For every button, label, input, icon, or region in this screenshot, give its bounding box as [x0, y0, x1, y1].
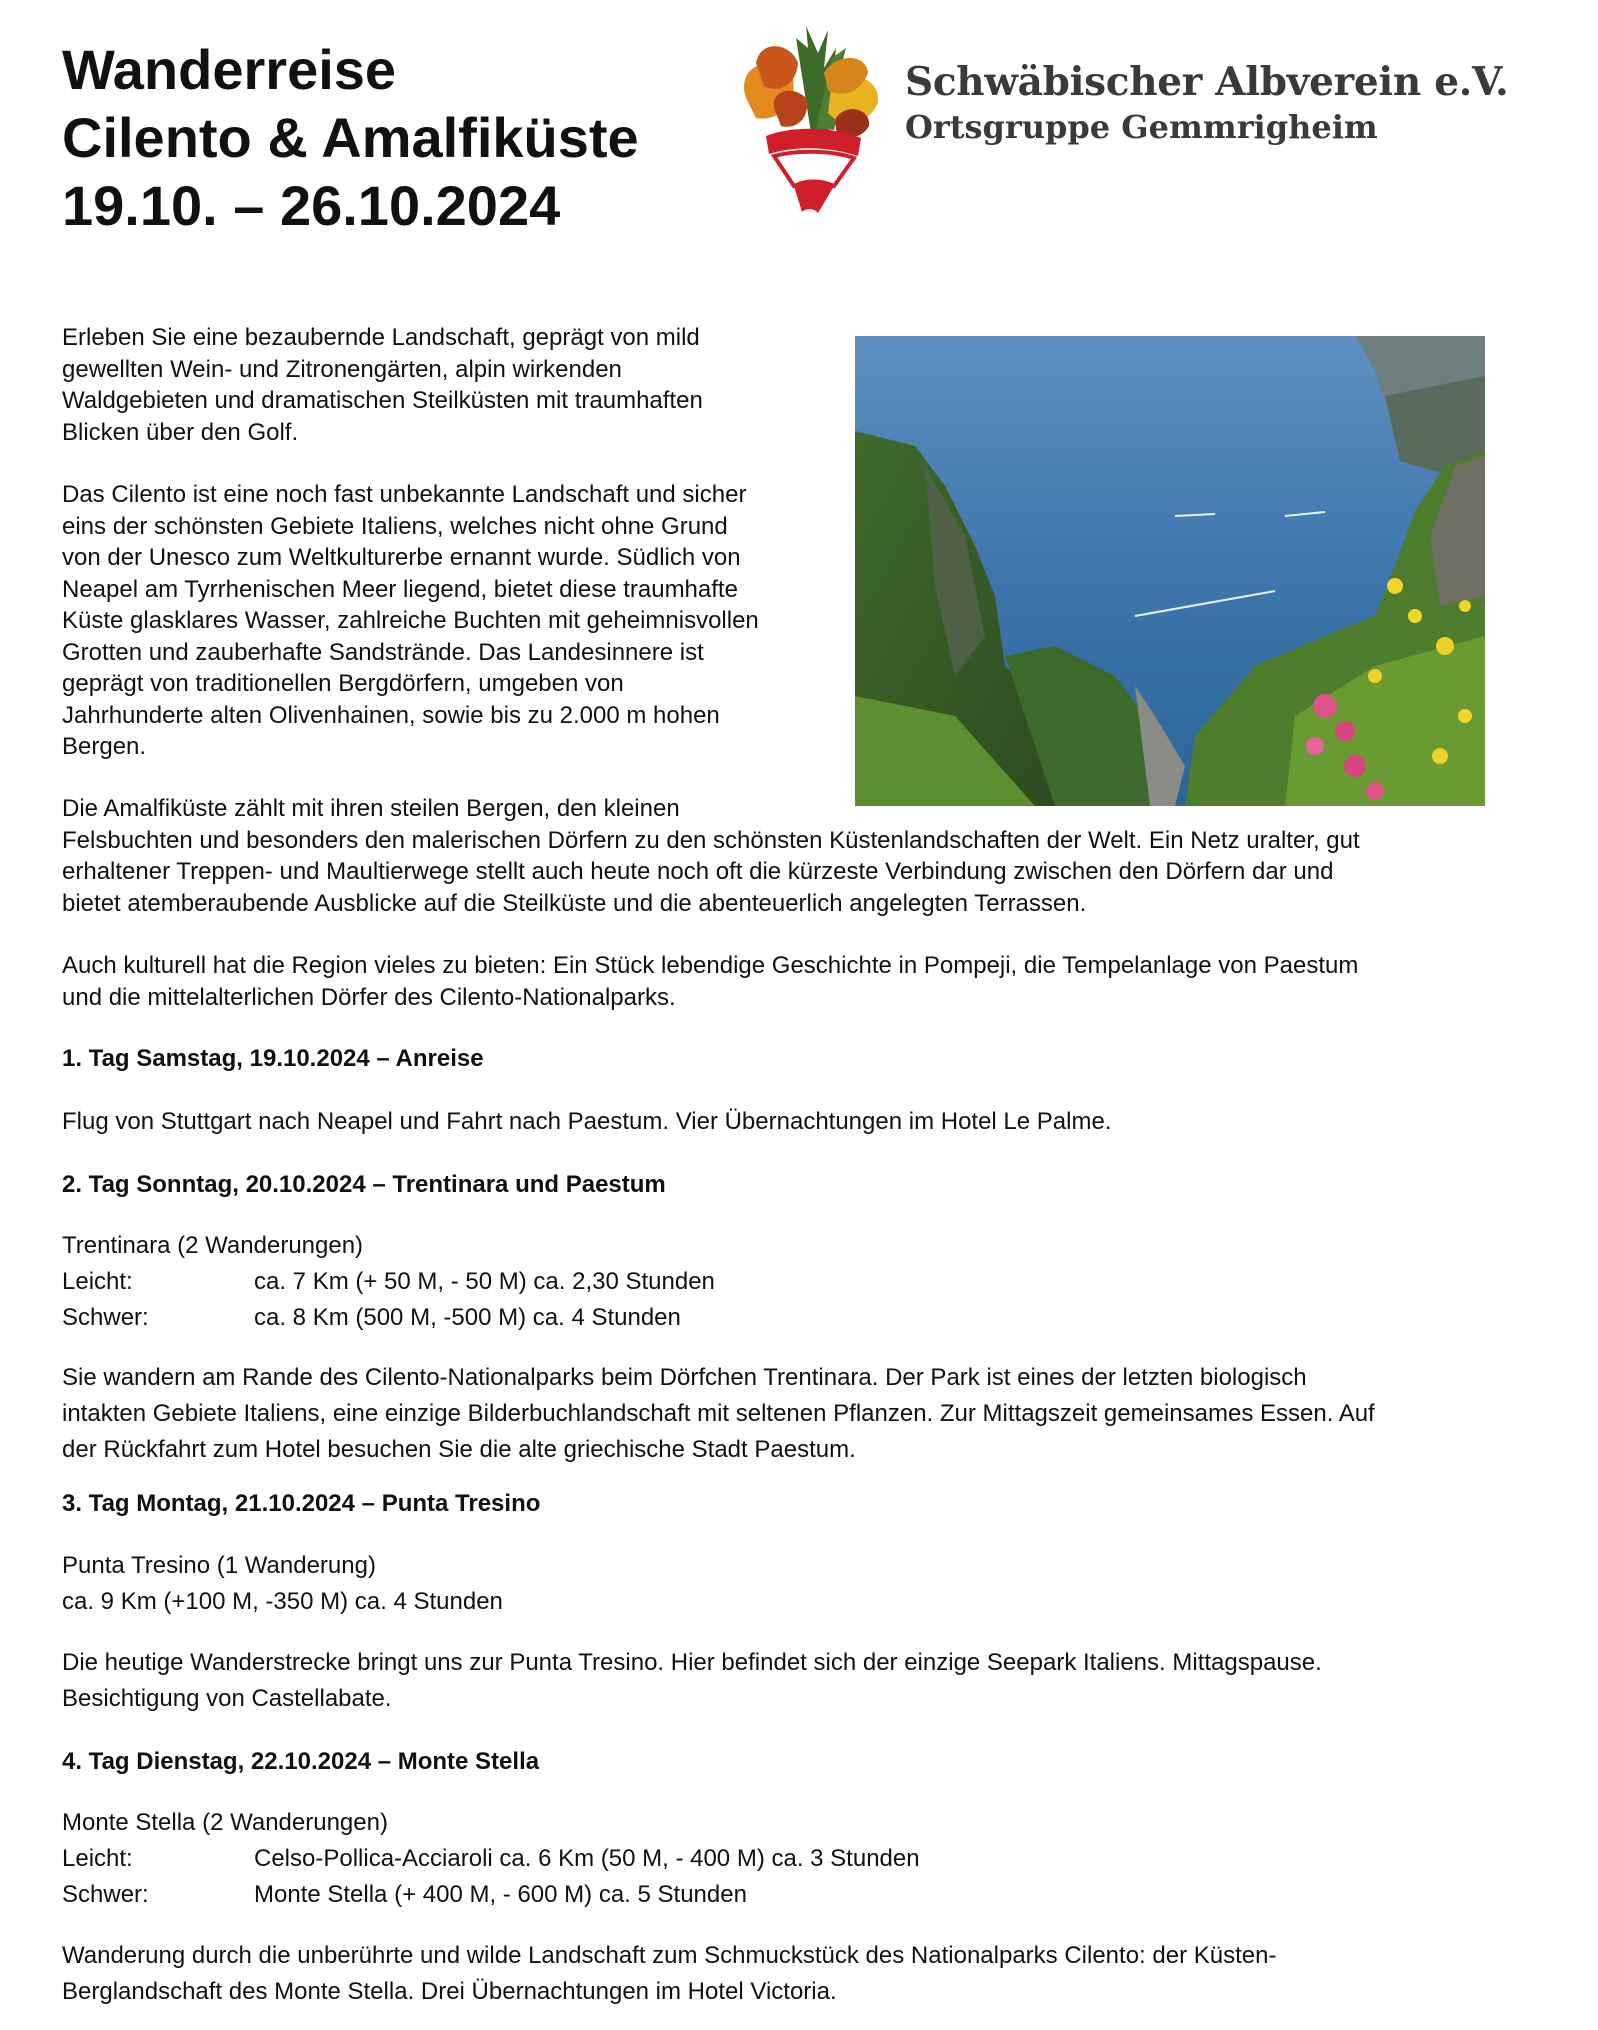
- title-line-2: Cilento & Amalfiküste: [62, 106, 639, 169]
- day-4-subtitle: Monte Stella (2 Wanderungen): [62, 1809, 388, 1836]
- intro-paragraph-3: [62, 793, 1360, 919]
- route-level: Leicht:: [62, 1268, 133, 1295]
- albverein-logo-icon: [736, 18, 886, 218]
- intro-paragraph-2: [62, 479, 759, 763]
- text-line: erhaltener Treppen- und Maultierwege stellt auch heute noch oft die kürzeste Verbindung zwischen den Dörfern dar und: [62, 858, 1334, 885]
- route-detail: ca. 7 Km (+ 50 M, - 50 M) ca. 2,30 Stunden: [254, 1268, 715, 1295]
- text-line: intakten Gebiete Italiens, eine einzige Bilderbuchlandschaft mit seltenen Pflanzen. Zur Mittagszeit gemeinsames Essen. Auf: [62, 1400, 1375, 1427]
- text-line: gewellten Wein- und Zitronengärten, alpin wirkenden: [62, 355, 622, 383]
- title-line-1: Wanderreise: [62, 38, 397, 101]
- day-2-heading: 2. Tag Sonntag, 20.10.2024 – Trentinara und Paestum: [62, 1171, 666, 1198]
- route-detail: Celso-Pollica-Acciaroli ca. 6 Km (50 M, - 400 M) ca. 3 Stunden: [254, 1845, 920, 1872]
- amalfi-coast-photo: [855, 336, 1485, 806]
- day-2-subtitle: Trentinara (2 Wanderungen): [62, 1232, 364, 1259]
- page-title: [62, 36, 639, 240]
- text-line: geprägt von traditionellen Bergdörfern, umgeben von: [62, 670, 624, 697]
- organization-name: Schwäbischer Albverein e.V.: [905, 59, 1509, 105]
- route-detail: Monte Stella (+ 400 M, - 600 M) ca. 5 Stunden: [254, 1881, 747, 1908]
- text-line: der Rückfahrt zum Hotel besuchen Sie die alte griechische Stadt Paestum.: [62, 1436, 856, 1463]
- text-line: von der Unesco zum Weltkulturerbe ernannt wurde. Südlich von: [62, 544, 741, 571]
- text-line: und die mittelalterlichen Dörfer des Cilento-Nationalparks.: [62, 983, 676, 1011]
- route-level: Leicht:: [62, 1845, 133, 1872]
- day-4-heading: 4. Tag Dienstag, 22.10.2024 – Monte Stella: [62, 1748, 540, 1775]
- text-line: Blicken über den Golf.: [62, 418, 299, 446]
- text-line: Neapel am Tyrrhenischen Meer liegend, bietet diese traumhafte: [62, 575, 738, 603]
- text-line: Waldgebieten und dramatischen Steilküsten mit traumhaften: [62, 387, 703, 414]
- day-2-route-hard: [62, 1300, 681, 1336]
- organization-block: [905, 58, 1508, 148]
- intro-paragraph-4: [62, 950, 1358, 1013]
- text-line: Wanderung durch die unberührte und wilde Landschaft zum Schmuckstück des Nationalparks Cilento: der Küsten-: [62, 1942, 1277, 1969]
- text-line: Sie wandern am Rande des Cilento-Nationalparks beim Dörfchen Trentinara. Der Park ist eines der letzten biologisch: [62, 1364, 1307, 1391]
- day-2-text: [62, 1360, 1375, 1468]
- text-line: Berglandschaft des Monte Stella. Drei Übernachtungen im Hotel Victoria.: [62, 1978, 837, 2005]
- text-line: Das Cilento ist eine noch fast unbekannte Landschaft und sicher: [62, 481, 747, 508]
- text-line: eins der schönsten Gebiete Italiens, welches nicht ohne Grund: [62, 512, 728, 540]
- organization-group: Ortsgruppe Gemmrigheim: [905, 108, 1378, 146]
- text-line: Erleben Sie eine bezaubernde Landschaft, geprägt von mild: [62, 324, 700, 351]
- title-line-3: 19.10. – 26.10.2024: [62, 174, 561, 237]
- day-4-route-easy: [62, 1841, 920, 1877]
- text-line: Flug von Stuttgart nach Neapel und Fahrt nach Paestum. Vier Übernachtungen im Hotel Le Palme.: [62, 1108, 1112, 1135]
- day-3-heading: 3. Tag Montag, 21.10.2024 – Punta Tresino: [62, 1490, 541, 1517]
- text-line: Felsbuchten und besonders den malerischen Dörfern zu den schönsten Küstenlandschaften der Welt. Ein Netz uralter, gut: [62, 826, 1360, 854]
- text-line: Auch kulturell hat die Region vieles zu bieten: Ein Stück lebendige Geschichte in Pompeji, die Tempelanlage von Paestum: [62, 952, 1359, 979]
- text-line: Jahrhunderte alten Olivenhainen, sowie bis zu 2.000 m hohen: [62, 701, 720, 729]
- text-line: Küste glasklares Wasser, zahlreiche Buchten mit geheimnisvollen: [62, 607, 759, 634]
- text-line: Die Amalfiküste zählt mit ihren steilen Bergen, den kleinen: [62, 795, 680, 822]
- route-level: Schwer:: [62, 1881, 149, 1908]
- day-1-heading: 1. Tag Samstag, 19.10.2024 – Anreise: [62, 1045, 484, 1072]
- text-line: Besichtigung von Castellabate.: [62, 1685, 392, 1712]
- text-line: Die heutige Wanderstrecke bringt uns zur Punta Tresino. Hier befindet sich der einzige Seepark Italiens. Mittagspause.: [62, 1649, 1322, 1676]
- day-4-text: [62, 1938, 1276, 2010]
- text-line: Bergen.: [62, 733, 147, 760]
- route-level: Schwer:: [62, 1304, 149, 1331]
- day-2-route-easy: [62, 1264, 715, 1300]
- day-3-text: [62, 1645, 1322, 1717]
- text-line: bietet atemberaubende Ausblicke auf die Steilküste und die abenteuerlich angelegten Terrassen.: [62, 889, 1087, 917]
- day-3-subtitle: Punta Tresino (1 Wanderung): [62, 1552, 376, 1579]
- day-1-text: [62, 1104, 1111, 1140]
- intro-paragraph-1: [62, 322, 703, 448]
- day-4-route-hard: [62, 1877, 747, 1913]
- text-line: Grotten und zauberhafte Sandstrände. Das Landesinnere ist: [62, 638, 704, 666]
- route-detail: ca. 8 Km (500 M, -500 M) ca. 4 Stunden: [254, 1304, 681, 1331]
- day-3-route: ca. 9 Km (+100 M, -350 M) ca. 4 Stunden: [62, 1588, 503, 1615]
